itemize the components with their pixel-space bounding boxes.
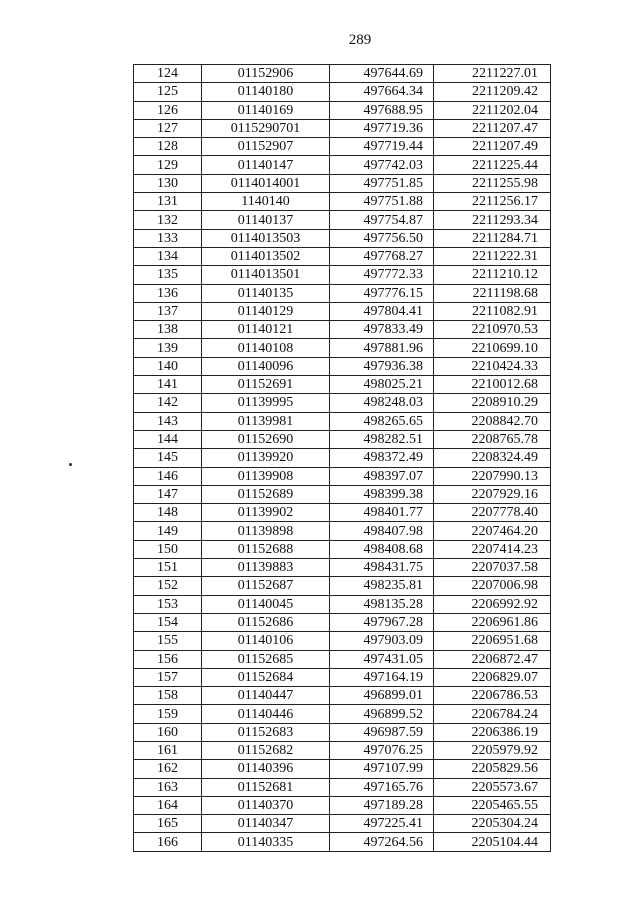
point-number-cell: 166 (134, 833, 202, 851)
x-coordinate-cell: 498135.28 (330, 595, 434, 613)
y-coordinate-cell: 2210699.10 (434, 339, 551, 357)
y-coordinate-cell: 2211207.47 (434, 119, 551, 137)
y-coordinate-cell: 2206961.86 (434, 613, 551, 631)
point-code-cell: 01140108 (202, 339, 330, 357)
table-row (134, 357, 551, 375)
y-coordinate-cell: 2208842.70 (434, 412, 551, 430)
x-coordinate-cell: 498282.51 (330, 430, 434, 448)
table-row (134, 778, 551, 796)
point-number-cell: 158 (134, 687, 202, 705)
table-row (134, 467, 551, 485)
table-row (134, 815, 551, 833)
point-code-cell: 0114013501 (202, 266, 330, 284)
table-row (134, 339, 551, 357)
point-code-cell: 01152685 (202, 650, 330, 668)
x-coordinate-cell: 497431.05 (330, 650, 434, 668)
table-row (134, 65, 551, 83)
table-row (134, 302, 551, 320)
table-row (134, 796, 551, 814)
point-number-cell: 145 (134, 449, 202, 467)
x-coordinate-cell: 497164.19 (330, 668, 434, 686)
table-row (134, 485, 551, 503)
table-row (134, 430, 551, 448)
point-code-cell: 01152682 (202, 741, 330, 759)
x-coordinate-cell: 497936.38 (330, 357, 434, 375)
y-coordinate-cell: 2211255.98 (434, 174, 551, 192)
x-coordinate-cell: 498407.98 (330, 522, 434, 540)
point-code-cell: 01152906 (202, 65, 330, 83)
point-number-cell: 140 (134, 357, 202, 375)
point-code-cell: 01140135 (202, 284, 330, 302)
point-number-cell: 130 (134, 174, 202, 192)
x-coordinate-cell: 497165.76 (330, 778, 434, 796)
y-coordinate-cell: 2208910.29 (434, 394, 551, 412)
point-code-cell: 01152689 (202, 485, 330, 503)
point-code-cell: 01152683 (202, 723, 330, 741)
point-code-cell: 0114013502 (202, 247, 330, 265)
table-row (134, 266, 551, 284)
point-number-cell: 153 (134, 595, 202, 613)
point-number-cell: 132 (134, 211, 202, 229)
point-code-cell: 0115290701 (202, 119, 330, 137)
point-code-cell: 01139902 (202, 504, 330, 522)
y-coordinate-cell: 2206386.19 (434, 723, 551, 741)
x-coordinate-cell: 498235.81 (330, 577, 434, 595)
point-number-cell: 138 (134, 321, 202, 339)
point-number-cell: 129 (134, 156, 202, 174)
y-coordinate-cell: 2205304.24 (434, 815, 551, 833)
point-number-cell: 143 (134, 412, 202, 430)
y-coordinate-cell: 2211222.31 (434, 247, 551, 265)
point-code-cell: 1140140 (202, 193, 330, 211)
point-number-cell: 133 (134, 229, 202, 247)
table-row (134, 613, 551, 631)
point-code-cell: 01139920 (202, 449, 330, 467)
point-code-cell: 0114013503 (202, 229, 330, 247)
point-number-cell: 147 (134, 485, 202, 503)
point-number-cell: 157 (134, 668, 202, 686)
y-coordinate-cell: 2206992.92 (434, 595, 551, 613)
table-row (134, 705, 551, 723)
table-row (134, 174, 551, 192)
table-row (134, 193, 551, 211)
y-coordinate-cell: 2211293.34 (434, 211, 551, 229)
table-row (134, 83, 551, 101)
point-number-cell: 154 (134, 613, 202, 631)
point-number-cell: 148 (134, 504, 202, 522)
x-coordinate-cell: 497189.28 (330, 796, 434, 814)
point-number-cell: 135 (134, 266, 202, 284)
x-coordinate-cell: 498431.75 (330, 559, 434, 577)
y-coordinate-cell: 2206786.53 (434, 687, 551, 705)
table-row (134, 540, 551, 558)
y-coordinate-cell: 2211210.12 (434, 266, 551, 284)
x-coordinate-cell: 498399.38 (330, 485, 434, 503)
x-coordinate-cell: 498025.21 (330, 376, 434, 394)
point-code-cell: 01140169 (202, 101, 330, 119)
point-number-cell: 131 (134, 193, 202, 211)
x-coordinate-cell: 497664.34 (330, 83, 434, 101)
point-code-cell: 01152688 (202, 540, 330, 558)
point-code-cell: 01140147 (202, 156, 330, 174)
x-coordinate-cell: 496987.59 (330, 723, 434, 741)
x-coordinate-cell: 497719.36 (330, 119, 434, 137)
x-coordinate-cell: 497107.99 (330, 760, 434, 778)
point-number-cell: 136 (134, 284, 202, 302)
point-number-cell: 127 (134, 119, 202, 137)
coordinates-table-body (134, 65, 551, 852)
y-coordinate-cell: 2205465.55 (434, 796, 551, 814)
y-coordinate-cell: 2211284.71 (434, 229, 551, 247)
point-code-cell: 01140396 (202, 760, 330, 778)
point-code-cell: 01140045 (202, 595, 330, 613)
y-coordinate-cell: 2210970.53 (434, 321, 551, 339)
y-coordinate-cell: 2206951.68 (434, 632, 551, 650)
table-row (134, 632, 551, 650)
y-coordinate-cell: 2207037.58 (434, 559, 551, 577)
table-row (134, 741, 551, 759)
y-coordinate-cell: 2208324.49 (434, 449, 551, 467)
y-coordinate-cell: 2207990.13 (434, 467, 551, 485)
table-row (134, 284, 551, 302)
point-number-cell: 155 (134, 632, 202, 650)
y-coordinate-cell: 2211225.44 (434, 156, 551, 174)
x-coordinate-cell: 497751.85 (330, 174, 434, 192)
x-coordinate-cell: 497751.88 (330, 193, 434, 211)
x-coordinate-cell: 497833.49 (330, 321, 434, 339)
y-coordinate-cell: 2211207.49 (434, 138, 551, 156)
point-code-cell: 01152907 (202, 138, 330, 156)
point-number-cell: 126 (134, 101, 202, 119)
x-coordinate-cell: 498397.07 (330, 467, 434, 485)
point-number-cell: 149 (134, 522, 202, 540)
table-row (134, 412, 551, 430)
point-number-cell: 163 (134, 778, 202, 796)
point-code-cell: 01152691 (202, 376, 330, 394)
table-row (134, 211, 551, 229)
x-coordinate-cell: 498372.49 (330, 449, 434, 467)
y-coordinate-cell: 2207006.98 (434, 577, 551, 595)
table-row (134, 559, 551, 577)
y-coordinate-cell: 2211198.68 (434, 284, 551, 302)
point-code-cell: 01152687 (202, 577, 330, 595)
y-coordinate-cell: 2205979.92 (434, 741, 551, 759)
point-number-cell: 134 (134, 247, 202, 265)
point-code-cell: 01140096 (202, 357, 330, 375)
point-number-cell: 141 (134, 376, 202, 394)
table-row (134, 376, 551, 394)
point-code-cell: 01140370 (202, 796, 330, 814)
table-row (134, 449, 551, 467)
table-row (134, 723, 551, 741)
point-code-cell: 01139981 (202, 412, 330, 430)
point-code-cell: 01140137 (202, 211, 330, 229)
x-coordinate-cell: 497776.15 (330, 284, 434, 302)
point-code-cell: 01140129 (202, 302, 330, 320)
y-coordinate-cell: 2211082.91 (434, 302, 551, 320)
y-coordinate-cell: 2207778.40 (434, 504, 551, 522)
point-code-cell: 01152681 (202, 778, 330, 796)
y-coordinate-cell: 2207929.16 (434, 485, 551, 503)
x-coordinate-cell: 497225.41 (330, 815, 434, 833)
point-number-cell: 139 (134, 339, 202, 357)
x-coordinate-cell: 497688.95 (330, 101, 434, 119)
table-row (134, 247, 551, 265)
point-code-cell: 01140347 (202, 815, 330, 833)
table-row (134, 522, 551, 540)
point-code-cell: 01139908 (202, 467, 330, 485)
y-coordinate-cell: 2211227.01 (434, 65, 551, 83)
point-code-cell: 01139883 (202, 559, 330, 577)
table-row (134, 687, 551, 705)
table-row (134, 504, 551, 522)
point-number-cell: 165 (134, 815, 202, 833)
y-coordinate-cell: 2210424.33 (434, 357, 551, 375)
y-coordinate-cell: 2208765.78 (434, 430, 551, 448)
y-coordinate-cell: 2207464.20 (434, 522, 551, 540)
point-number-cell: 162 (134, 760, 202, 778)
point-code-cell: 01140335 (202, 833, 330, 851)
point-code-cell: 01140446 (202, 705, 330, 723)
table-row (134, 595, 551, 613)
x-coordinate-cell: 496899.52 (330, 705, 434, 723)
table-row (134, 101, 551, 119)
table-row (134, 119, 551, 137)
table-row (134, 156, 551, 174)
x-coordinate-cell: 497881.96 (330, 339, 434, 357)
point-code-cell: 01139898 (202, 522, 330, 540)
x-coordinate-cell: 498408.68 (330, 540, 434, 558)
table-row (134, 577, 551, 595)
point-number-cell: 142 (134, 394, 202, 412)
x-coordinate-cell: 497644.69 (330, 65, 434, 83)
point-number-cell: 159 (134, 705, 202, 723)
x-coordinate-cell: 497804.41 (330, 302, 434, 320)
point-number-cell: 160 (134, 723, 202, 741)
point-code-cell: 01140106 (202, 632, 330, 650)
page-number: 289 (348, 32, 372, 48)
table-row (134, 833, 551, 851)
point-number-cell: 152 (134, 577, 202, 595)
y-coordinate-cell: 2210012.68 (434, 376, 551, 394)
x-coordinate-cell: 497768.27 (330, 247, 434, 265)
point-number-cell: 151 (134, 559, 202, 577)
y-coordinate-cell: 2205829.56 (434, 760, 551, 778)
table-row (134, 229, 551, 247)
stray-dot (69, 463, 72, 466)
point-number-cell: 125 (134, 83, 202, 101)
x-coordinate-cell: 497742.03 (330, 156, 434, 174)
x-coordinate-cell: 497772.33 (330, 266, 434, 284)
point-number-cell: 150 (134, 540, 202, 558)
x-coordinate-cell: 497967.28 (330, 613, 434, 631)
x-coordinate-cell: 497076.25 (330, 741, 434, 759)
x-coordinate-cell: 497756.50 (330, 229, 434, 247)
y-coordinate-cell: 2211256.17 (434, 193, 551, 211)
table-row (134, 650, 551, 668)
y-coordinate-cell: 2205573.67 (434, 778, 551, 796)
x-coordinate-cell: 497719.44 (330, 138, 434, 156)
y-coordinate-cell: 2206829.07 (434, 668, 551, 686)
point-code-cell: 01140447 (202, 687, 330, 705)
x-coordinate-cell: 497754.87 (330, 211, 434, 229)
x-coordinate-cell: 498248.03 (330, 394, 434, 412)
x-coordinate-cell: 497264.56 (330, 833, 434, 851)
point-number-cell: 146 (134, 467, 202, 485)
coordinates-table (133, 64, 551, 852)
x-coordinate-cell: 497903.09 (330, 632, 434, 650)
point-number-cell: 128 (134, 138, 202, 156)
point-code-cell: 01140121 (202, 321, 330, 339)
table-row (134, 321, 551, 339)
point-code-cell: 0114014001 (202, 174, 330, 192)
point-number-cell: 144 (134, 430, 202, 448)
point-number-cell: 161 (134, 741, 202, 759)
point-code-cell: 01152690 (202, 430, 330, 448)
x-coordinate-cell: 498401.77 (330, 504, 434, 522)
point-code-cell: 01152686 (202, 613, 330, 631)
point-number-cell: 137 (134, 302, 202, 320)
point-code-cell: 01140180 (202, 83, 330, 101)
point-number-cell: 124 (134, 65, 202, 83)
table-row (134, 394, 551, 412)
y-coordinate-cell: 2211209.42 (434, 83, 551, 101)
y-coordinate-cell: 2206784.24 (434, 705, 551, 723)
x-coordinate-cell: 496899.01 (330, 687, 434, 705)
x-coordinate-cell: 498265.65 (330, 412, 434, 430)
point-number-cell: 164 (134, 796, 202, 814)
table-row (134, 668, 551, 686)
y-coordinate-cell: 2211202.04 (434, 101, 551, 119)
table-row (134, 760, 551, 778)
y-coordinate-cell: 2205104.44 (434, 833, 551, 851)
y-coordinate-cell: 2206872.47 (434, 650, 551, 668)
point-code-cell: 01152684 (202, 668, 330, 686)
point-number-cell: 156 (134, 650, 202, 668)
y-coordinate-cell: 2207414.23 (434, 540, 551, 558)
point-code-cell: 01139995 (202, 394, 330, 412)
table-row (134, 138, 551, 156)
